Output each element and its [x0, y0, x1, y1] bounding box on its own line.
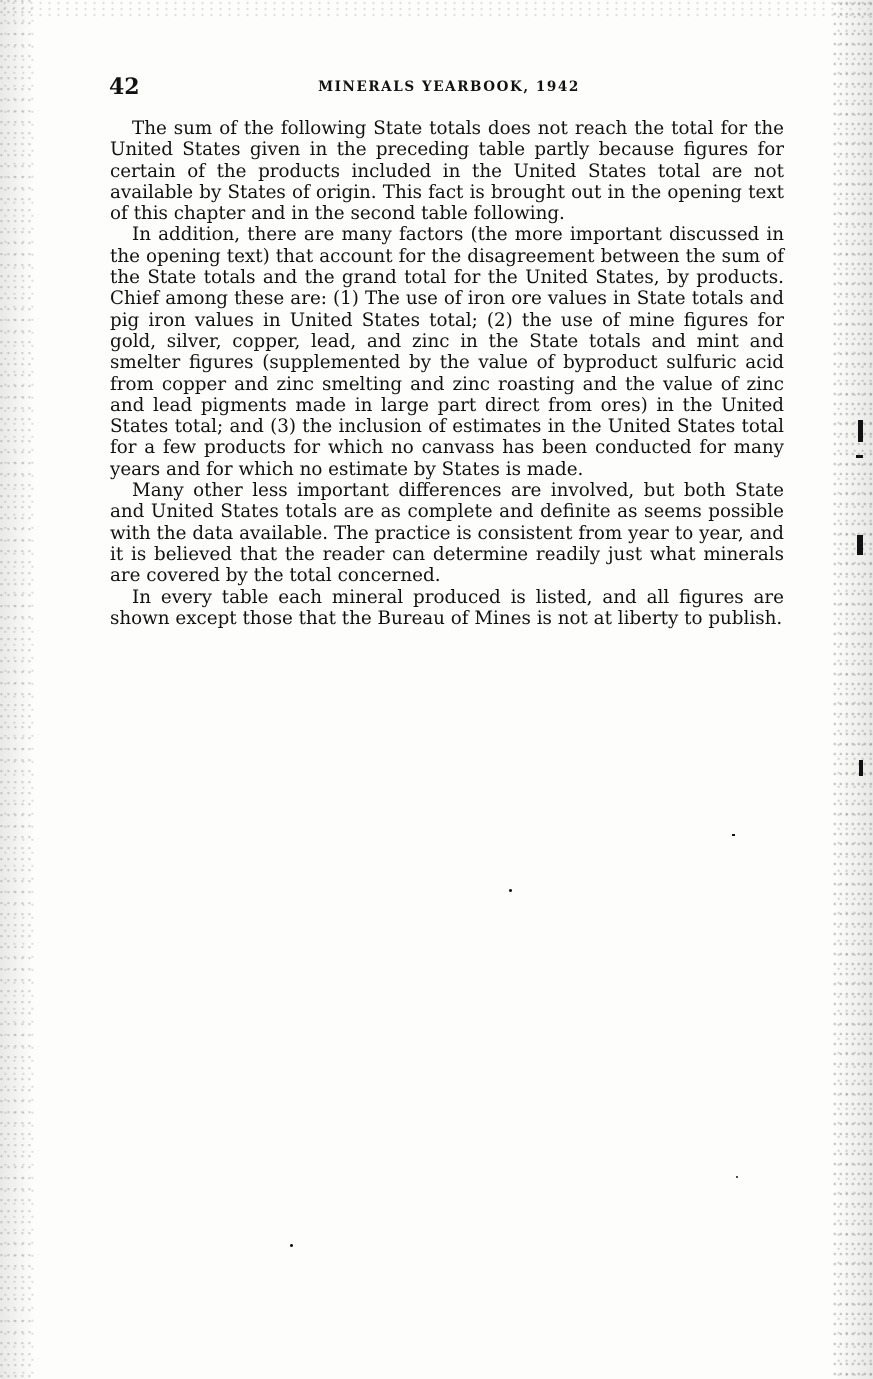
scan-mark	[732, 834, 735, 836]
scan-mark	[859, 760, 863, 776]
scan-mark	[290, 1244, 293, 1247]
scan-mark	[857, 535, 863, 555]
scan-mark	[736, 1176, 738, 1178]
scan-edge-left	[0, 0, 34, 1379]
scan-mark	[509, 889, 512, 892]
page-header	[109, 74, 789, 102]
scan-edge-top	[0, 0, 873, 18]
paragraph: Many other less important differences are involved, but both State and United States totals are as complete and definite as seems possible with the data available. The practice is consistent from year to year, and it is believed that the reader can determine readily just what minerals are covered by the total concerned.	[110, 480, 784, 587]
paragraph: In addition, there are many factors (the more important discussed in the opening text) that account for the disagreement between the sum of the State totals and the grand total for the United States, by products. Chief among these are: (1) The use of iron ore values in State totals and pig iron values in United States total; (2) the use of mine figures for gold, silver, copper, lead, and zinc in the State totals and mint and smelter figures (supplemented by the value of byproduct sulfuric acid from copper and zinc smelting and zinc roasting and the value of zinc and lead pigments made in large part direct from ores) in the United States total; and (3) the inclusion of estimates in the United States total for a few products for which no canvass has been conducted for many years and for which no estimate by States is made.	[110, 224, 784, 480]
paragraph: In every table each mineral produced is listed, and all figures are shown except those that the Bureau of Mines is not at liberty to publish.	[110, 586, 784, 629]
body-text	[110, 118, 784, 629]
page-number: 42	[109, 74, 140, 100]
scan-mark	[858, 420, 863, 442]
scan-edge-right	[833, 0, 873, 1379]
scan-mark	[856, 455, 863, 458]
running-head: MINERALS YEARBOOK, 1942	[318, 79, 580, 95]
paragraph: The sum of the following State totals does not reach the total for the United States given in the preceding table partly because figures for certain of the products included in the United States total are not available by States of origin. This fact is brought out in the opening text of this chapter and in the second table following.	[110, 118, 784, 225]
